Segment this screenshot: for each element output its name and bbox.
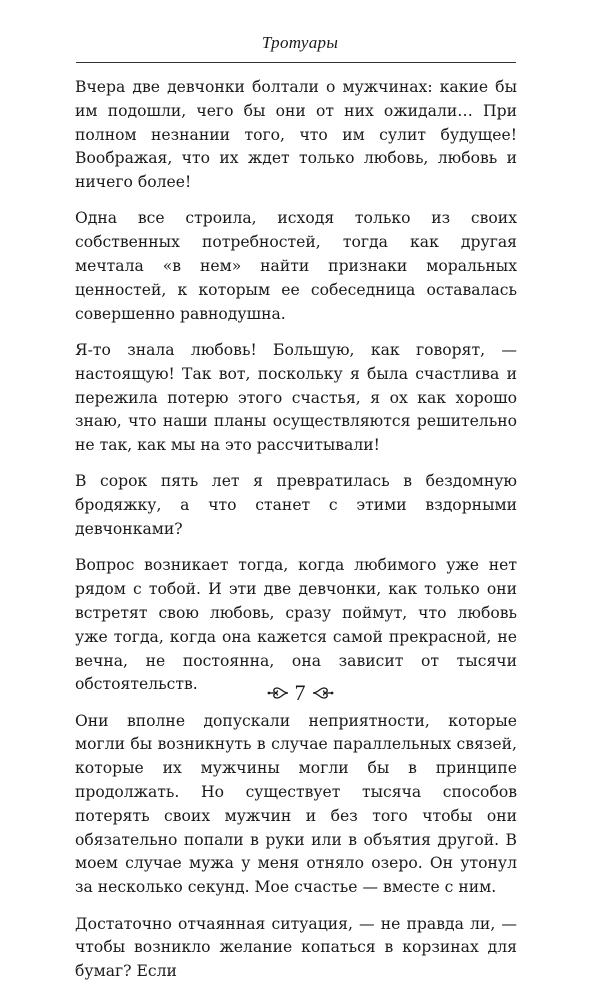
- paragraph: Они вполне допускали неприятности, которые могли бы возникнуть в случае параллельных связей, которые их мужчины могли бы в принципе продолжать. Но существует тысяча способов потерять своих мужчин и без того чтобы они обязательно попали в руки или в объятия другой. В моем случае мужа у меня отняло озеро. Он утонул за несколько секунд. Мое счастье — вместе с ним.: [75, 711, 517, 897]
- right-ornament-icon: [312, 685, 334, 701]
- paragraph: Одна все строила, исходя только из своих собственных потребностей, тогда как другая мечтала «в нем» найти признаки моральных ценностей, к которым ее собеседница оставалась совершенно равнодушна.: [75, 209, 517, 323]
- page-number: 7: [294, 680, 306, 705]
- running-head: Тротуары: [261, 33, 339, 52]
- paragraph: Вчера две девчонки болтали о мужчинах: какие бы им подошли, чего бы они от них ожидали… При полном незнании того, что им сулит будущее! Воображая, что их ждет только любовь, любовь и ничего более!: [75, 78, 517, 192]
- paragraph: Вопрос возникает тогда, когда любимого уже нет рядом с тобой. И эти две девчонки, как только они встретят свою любовь, сразу поймут, что любовь уже тогда, когда она кажется самой прекрасной, не вечна, не постоянна, она зависит от тысячи обстоятельств.: [75, 556, 517, 694]
- paragraph: Достаточно отчаянная ситуация, — не правда ли, — чтобы возникло желание копаться в корзинах для бумаг? Если: [75, 914, 517, 981]
- paragraph: В сорок пять лет я превратилась в бездомную бродяжку, а что станет с этими вздорными девчонками?: [75, 472, 517, 539]
- body-text: [75, 76, 517, 996]
- paragraph: Я-то знала любовь! Большую, как говорят, — настоящую! Так вот, поскольку я была счастлива и пережила потерю этого счастья, я ох как хорошо знаю, что наши планы осуществляются решительно не так, как мы на это рассчитывали!: [75, 340, 517, 455]
- header-rule: [76, 62, 516, 63]
- page-number-folio: [0, 682, 600, 704]
- left-ornament-icon: [267, 685, 289, 701]
